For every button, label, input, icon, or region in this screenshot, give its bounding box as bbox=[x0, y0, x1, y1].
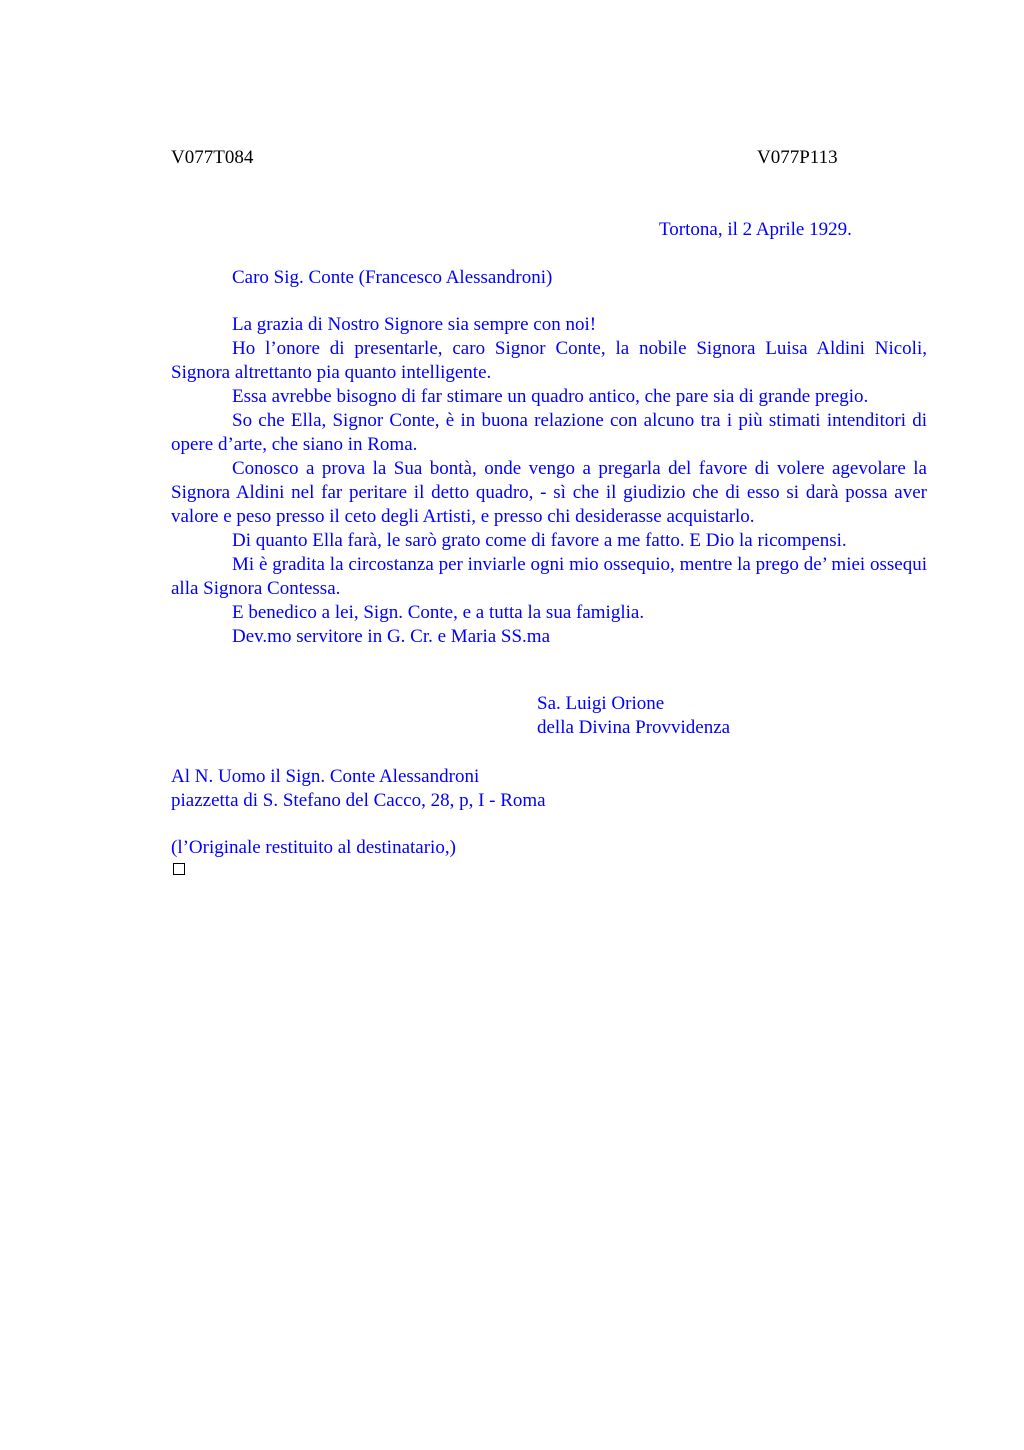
signature-title: della Divina Provvidenza bbox=[537, 717, 731, 738]
letter-signature bbox=[537, 692, 730, 740]
letter-paragraph: So che Ella, Signor Conte, è in buona relazione con alcuno tra i più stimati intenditori di opere d’arte, che siano in Roma. bbox=[171, 410, 927, 455]
end-marker-square-icon bbox=[173, 863, 185, 875]
letter-paragraph: Ho l’onore di presentarle, caro Signor Conte, la nobile Signora Luisa Aldini Nicoli, Signora altrettanto pia quanto intelligente. bbox=[171, 338, 927, 383]
letter-paragraph: Mi è gradita la circostanza per inviarle ogni mio ossequio, mentre la prego de’ miei ossequi alla Signora Contessa. bbox=[171, 554, 927, 599]
document-code-left: V077T084 bbox=[171, 147, 254, 168]
letter-paragraph: La grazia di Nostro Signore sia sempre con noi! bbox=[232, 314, 597, 335]
letter-paragraph: Di quanto Ella farà, le sarò grato come di favore a me fatto. E Dio la ricompensi. bbox=[232, 530, 847, 551]
address-line-1: Al N. Uomo il Sign. Conte Alessandroni bbox=[171, 766, 480, 787]
letter-paragraph: Conosco a prova la Sua bontà, onde vengo a pregarla del favore di volere agevolare la Signora Aldini nel far peritare il detto quadro, - sì che il giudizio che di esso si darà possa aver valore e peso presso il ceto degli Artisti, e presso chi desiderasse acquistarlo. bbox=[171, 458, 927, 527]
letter-paragraph: E benedico a lei, Sign. Conte, e a tutta la sua famiglia. bbox=[232, 602, 645, 623]
recipient-address bbox=[171, 765, 546, 813]
letter-paragraph: Dev.mo servitore in G. Cr. e Maria SS.ma bbox=[232, 626, 551, 647]
letter-salutation: Caro Sig. Conte (Francesco Alessandroni) bbox=[232, 267, 553, 288]
signature-name: Sa. Luigi Orione bbox=[537, 693, 665, 714]
letter-paragraph: Essa avrebbe bisogno di far stimare un quadro antico, che pare sia di grande pregio. bbox=[232, 386, 869, 407]
letter-body bbox=[171, 313, 927, 649]
document-code-right: V077P113 bbox=[757, 147, 838, 168]
archive-note: (l’Originale restituito al destinatario,) bbox=[171, 837, 456, 858]
letter-date: Tortona, il 2 Aprile 1929. bbox=[659, 219, 852, 240]
address-line-2: piazzetta di S. Stefano del Cacco, 28, p, I - Roma bbox=[171, 790, 546, 811]
